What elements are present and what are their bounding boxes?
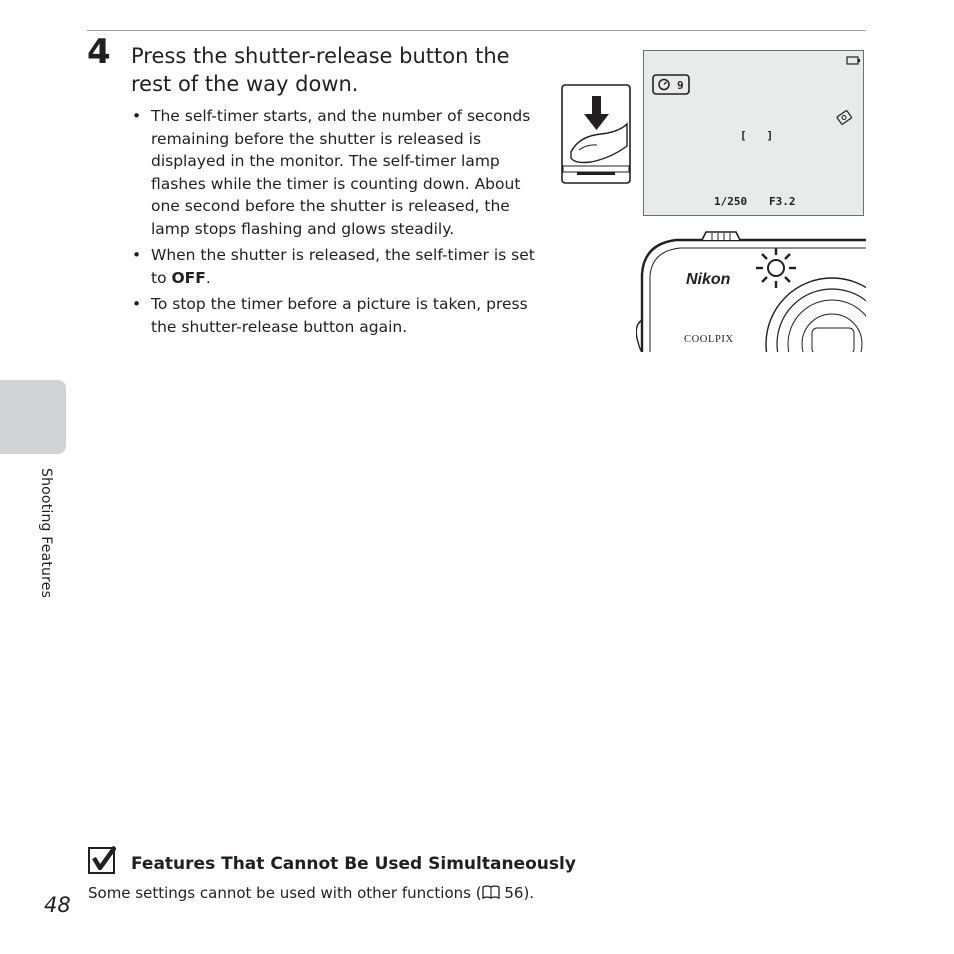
list-item [130, 293, 535, 338]
header-rule [87, 30, 866, 31]
bullet-text: To stop the timer before a picture is taken, press the shutter-release button again. [151, 295, 528, 336]
bullet-text: When the shutter is released, the self-timer is set to [151, 246, 535, 287]
bullet-glyph: • [132, 246, 142, 264]
step-number: 4 [87, 32, 111, 72]
monitor-display [643, 50, 864, 216]
off-setting-label: OFF [171, 268, 206, 287]
chapter-label: Shooting Features [38, 468, 54, 599]
battery-icon [847, 57, 860, 64]
book-reference-icon [482, 885, 500, 900]
note-text-start: Some settings cannot be used with other functions ( [88, 884, 482, 902]
aperture-value: F3.2 [769, 195, 796, 208]
note-text-end: ). [523, 884, 535, 902]
list-item [130, 105, 535, 240]
page-reference-link[interactable]: 56 [504, 884, 524, 902]
bullet-text: The self-timer starts, and the number of seconds remaining before the shutter is released is displayed in the monitor. The self-timer lamp flashes while the timer is counting down. About one second before the shutter is released, the lamp stops flashing and glows steadily. [151, 107, 531, 238]
bullet-glyph: • [132, 107, 142, 125]
instruction-list [130, 105, 535, 342]
camera-illustration [636, 224, 866, 352]
lens-icon [766, 278, 866, 352]
shutter-speed-value: 1/250 [714, 195, 748, 208]
timer-countdown: 9 [677, 79, 684, 92]
list-item [130, 244, 535, 289]
self-timer-lamp-icon [756, 248, 796, 288]
shutter-press-icon [561, 84, 631, 184]
page-number: 48 [44, 893, 71, 917]
bullet-glyph: • [132, 295, 142, 313]
chapter-tab [0, 380, 66, 454]
bullet-text-end: . [205, 268, 211, 287]
note-text [88, 884, 534, 902]
step-title: Press the shutter-release button the rest of the way down. [131, 44, 510, 96]
camera-model-logo: COOLPIX [684, 334, 734, 345]
checkmark-note-icon [88, 846, 116, 874]
focus-area-brackets: [ ] [740, 129, 774, 142]
camera-brand-logo: Nikon [686, 271, 731, 288]
note-title: Features That Cannot Be Used Simultaneously [131, 854, 576, 874]
vibration-reduction-icon [837, 110, 852, 124]
